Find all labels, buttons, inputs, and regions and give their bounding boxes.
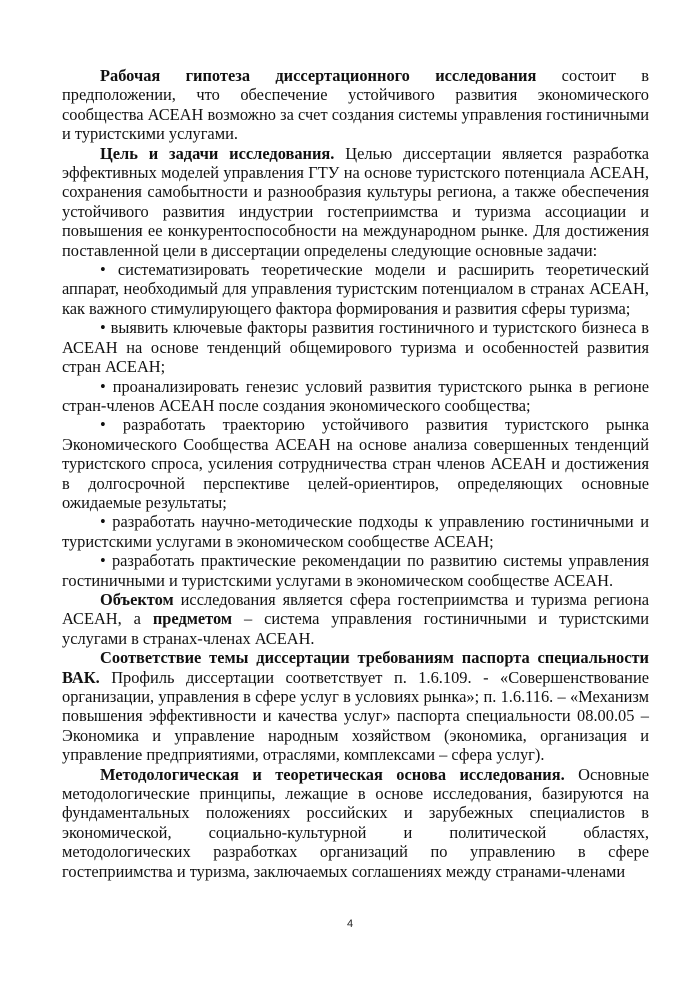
hypothesis-paragraph bbox=[62, 66, 649, 144]
subject-text: – система управления гостиничными и туристскими услугами в странах-членах АСЕАН. bbox=[62, 609, 649, 648]
object-heading: Объектом bbox=[100, 589, 174, 609]
hypothesis-heading: Рабочая гипотеза диссертационного исследования bbox=[100, 66, 537, 85]
methodology-text: Основные методологические принципы, лежащие в основе исследования, базируются на фундаментальных положениях российских и зарубежных специалистов в экономической, социально-культурной и политической областях, методологических разработках организаций по управлению в сфере гостеприимства и туризма, заключаемых соглашениях между странами-членами bbox=[62, 764, 649, 881]
page-number: 4 bbox=[346, 918, 354, 930]
hypothesis-text: состоит в предположении, что обеспечение устойчивого развития экономического сообщества АСЕАН возможно за счет создания системы управления гостиничными и туристскими услугами. bbox=[62, 66, 649, 144]
goal-text: Целью диссертации является разработка эффективных моделей управления ГТУ на основе туристского потенциала АСЕАН, сохранения самобытности и разнообразия культуры региона, а также обеспечения устойчивого развития индустрии гостеприимства и туризма ассоциации и повышения ее конкурентоспособности на международном рынке. Для достижения поставленной цели в диссертации определены следующие основные задачи: bbox=[62, 143, 649, 260]
methodology-paragraph bbox=[62, 765, 649, 881]
goal-heading: Цель и задачи исследования. bbox=[100, 143, 335, 163]
conformity-paragraph bbox=[62, 648, 649, 764]
methodology-heading: Методологическая и теоретическая основа исследования. bbox=[100, 764, 565, 784]
object-paragraph bbox=[62, 590, 649, 648]
conformity-text: Профиль диссертации соответствует п. 1.6.109. - «Совершенствование организации, управления в сфере услуг в условиях рынка»; п. 1.6.116. – «Механизм повышения эффективности и качества услуг» паспорта специальности 08.00.05 – Экономика и управление народным хозяйством (экономика, организация и управление предприятиями, отраслями, комплексами – сфера услуг). bbox=[62, 667, 649, 765]
conformity-heading: Соответствие темы диссертации требованиям паспорта специальности ВАК. bbox=[62, 648, 649, 687]
task-item-2: • выявить ключевые факторы развития гостиничного и туристского бизнеса в АСЕАН на основе тенденций общемирового туризма и особенностей развития стран АСЕАН; bbox=[62, 318, 649, 377]
document-page bbox=[62, 66, 649, 881]
task-item-6: • разработать практические рекомендации по развитию системы управления гостиничными и туристскими услугами в экономическом сообществе АСЕАН. bbox=[62, 551, 649, 590]
subject-heading: предметом bbox=[152, 609, 233, 629]
object-text: исследования является сфера гостеприимства и туризма региона АСЕАН, а bbox=[62, 589, 649, 629]
task-item-1: • систематизировать теоретические модели и расширить теоретический аппарат, необходимый для управления туристским потенциалом в странах АСЕАН, как важного стимулирующего фактора формирования и развития сферы туризма; bbox=[62, 260, 649, 318]
task-item-4: • разработать траекторию устойчивого развития туристского рынка Экономического Сообщества АСЕАН на основе анализа совершенных тенденций туристского спроса, усиления сотрудничества стран членов АСЕАН и достижения в долгосрочной перспективе целей-ориентиров, определяющих основные ожидаемые результаты; bbox=[62, 415, 649, 512]
task-item-3: • проанализировать генезис условий развития туристского рынка в регионе стран-членов АСЕАН после создания экономического сообщества; bbox=[62, 376, 649, 415]
goal-paragraph bbox=[62, 144, 649, 260]
task-item-5: • разработать научно-методические подходы к управлению гостиничными и туристскими услугами в экономическом сообществе АСЕАН; bbox=[62, 512, 649, 551]
